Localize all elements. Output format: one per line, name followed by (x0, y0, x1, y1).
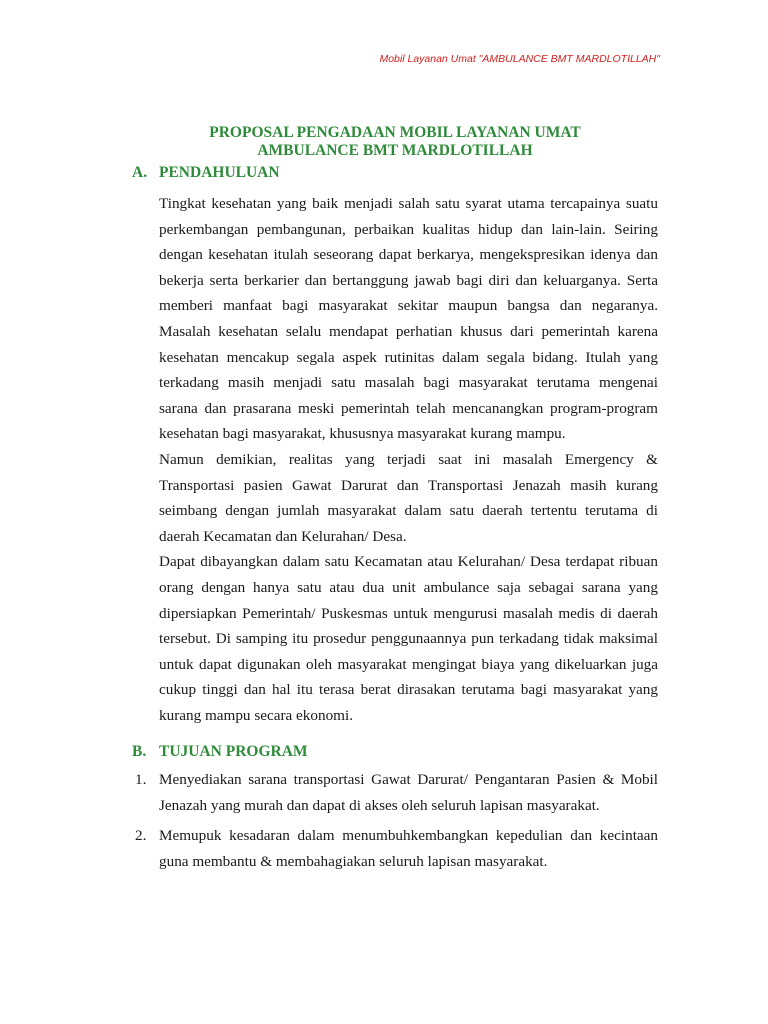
section-a-letter: A. (132, 164, 148, 181)
section-a-title: PENDAHULUAN (159, 164, 280, 181)
section-a-heading (132, 164, 280, 182)
list-item-number: 1. (135, 771, 147, 788)
section-b-heading (132, 743, 308, 761)
paragraph: Namun demikian, realitas yang terjadi saat ini masalah Emergency & Transportasi pasien Gawat Darurat dan Transportasi Jenazah masih kurang seimbang dengan jumlah masyarakat dalam satu daerah tertentu terutama di daerah Kecamatan dan Kelurahan/ Desa. (159, 450, 658, 545)
list-item-text: Menyediakan sarana transportasi Gawat Darurat/ Pengantaran Pasien & Mobil Jenazah yang murah dan dapat di akses oleh seluruh lapisan masyarakat. (159, 771, 658, 814)
list-item-text: Memupuk kesadaran dalam menumbuhkembangkan kepedulian dan kecintaan guna membantu & membahagiakan seluruh lapisan masyarakat. (159, 827, 658, 870)
list-item-number: 2. (135, 827, 147, 845)
section-b-letter: B. (132, 743, 147, 760)
title-line-2: AMBULANCE BMT MARDLOTILLAH (257, 142, 533, 159)
list-item (135, 823, 658, 874)
title-line-1: PROPOSAL PENGADAAN MOBIL LAYANAN UMAT (209, 124, 581, 141)
running-header: Mobil Layanan Umat "AMBULANCE BMT MARDLOTILLAH" (379, 53, 660, 65)
paragraph: Dapat dibayangkan dalam satu Kecamatan atau Kelurahan/ Desa terdapat ribuan orang dengan hanya satu atau dua unit ambulance saja sebagai sarana yang dipersiapkan Pemerintah/ Puskesmas untuk mengurusi masalah medis di daerah tersebut. Di samping itu prosedur penggunaannya pun terkadang tidak maksimal untuk dapat digunakan oleh masyarakat mengingat biaya yang dikeluarkan juga cukup tinggi dan hal itu terasa berat dirasakan terutama bagi masyarakat yang kurang mampu secara ekonomi. (159, 553, 658, 724)
document-title (0, 124, 768, 160)
objectives-list (135, 767, 658, 879)
section-a-body (159, 191, 658, 728)
paragraph: Tingkat kesehatan yang baik menjadi salah satu syarat utama tercapainya suatu perkembangan pembangunan, perbaikan kualitas hidup dan lain-lain. Seiring dengan kesehatan itulah seseorang dapat berkarya, mengekspresikan idenya dan bekerja serta berkarier dan bertanggung jawab bagi diri dan keluarganya. Serta memberi manfaat bagi masyarakat sekitar maupun bangsa dan negaranya. Masalah kesehatan selalu mendapat perhatian khusus dari pemerintah karena kesehatan mencakup segala aspek rutinitas dalam segala bidang. Itulah yang terkadang masih menjadi satu masalah bagi masyarakat terutama mengenai sarana dan prasarana meski pemerintah telah mencanangkan program-program kesehatan bagi masyarakat, khususnya masyarakat kurang mampu. (159, 195, 658, 443)
section-b-title: TUJUAN PROGRAM (159, 743, 308, 760)
list-item (135, 767, 658, 818)
